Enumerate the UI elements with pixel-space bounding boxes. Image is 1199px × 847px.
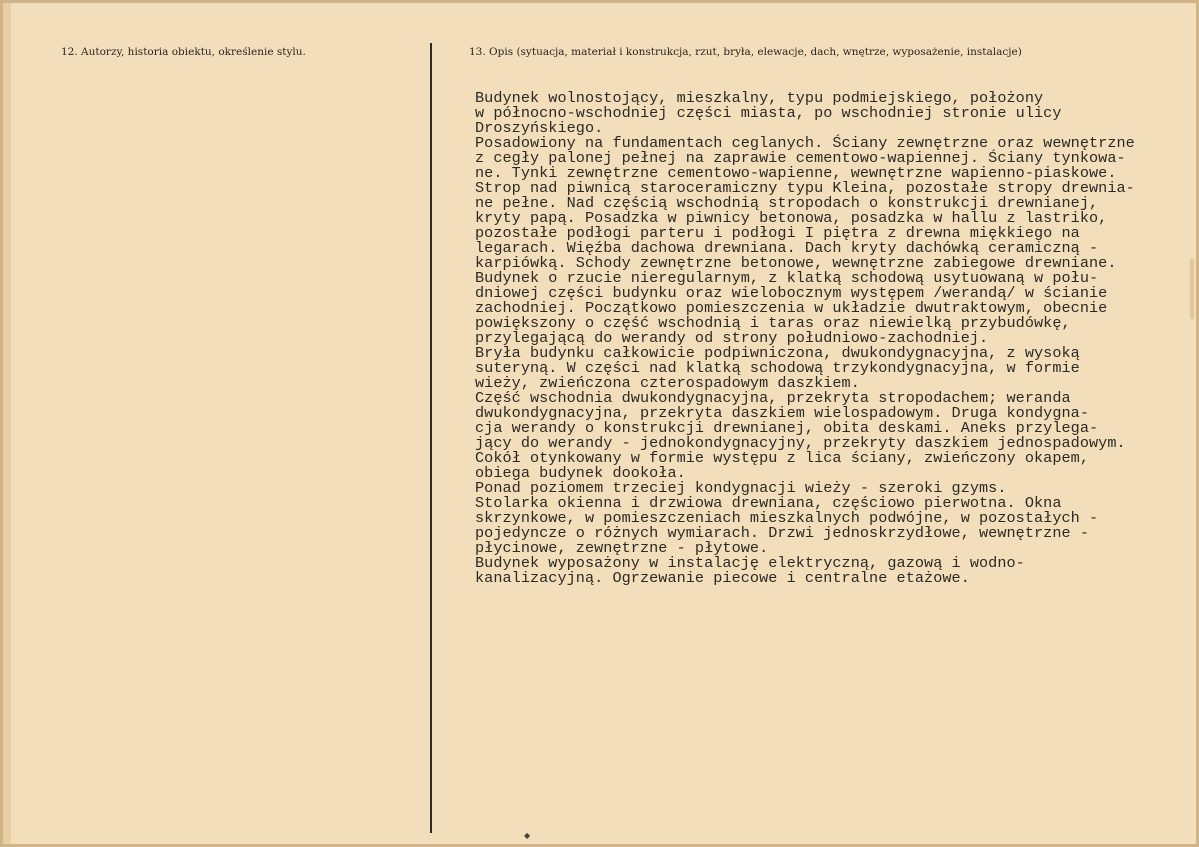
paper-left-edge	[3, 3, 11, 844]
text-line: Posadowiony na fundamentach ceglanych. Ściany zewnętrzne oraz wewnętrzne	[475, 134, 1135, 152]
text-line: Budynek wolnostojący, mieszkalny, typu podmiejskiego, położony	[475, 89, 1044, 107]
text-line: Budynek wyposażony w instalację elektryczną, gazową i wodno-	[475, 554, 1025, 572]
text-line: Strop nad piwnicą staroceramiczny typu Kleina, pozostałe stropy drewnia-	[475, 179, 1135, 197]
text-line: pojedyncze o różnych wymiarach. Drzwi jednoskrzydłowe, wewnętrzne -	[475, 524, 1089, 542]
text-line: skrzynkowe, w pomieszczeniach mieszkalnych podwójne, w pozostałych -	[475, 509, 1099, 527]
text-line: zachodniej. Początkowo pomieszczenia w układzie dwutraktowym, obecnie	[475, 299, 1108, 317]
text-line: Część wschodnia dwukondygnacyjna, przekryta stropodachem; weranda	[475, 389, 1071, 407]
text-line: cja werandy o konstrukcji drewnianej, obita deskami. Aneks przylega-	[475, 419, 1099, 437]
text-line: dniowej części budynku oraz wielobocznym występem /werandą/ w ścianie	[475, 284, 1108, 302]
section-12-header: 12. Autorzy, historia obiektu, określenie stylu.	[61, 46, 306, 58]
text-line: Droszyńskiego.	[475, 119, 604, 137]
text-line: Bryła budynku całkowicie podpiwniczona, dwukondygnacyjna, z wysoką	[475, 344, 1080, 362]
text-line: ne pełne. Nad częścią wschodnią stropodach o konstrukcji drewnianej,	[475, 194, 1099, 212]
text-line: Cokół otynkowany w formie występu z lica ściany, zwieńczony okapem,	[475, 449, 1089, 467]
text-line: suteryną. W części nad klatką schodową trzykondygnacyjna, w formie	[475, 359, 1080, 377]
text-line: legarach. Więźba dachowa drewniana. Dach kryty dachówką ceramiczną -	[475, 239, 1099, 257]
text-line: obiega budynek dookoła.	[475, 464, 686, 482]
text-line: przylegającą do werandy od strony południowo-zachodniej.	[475, 329, 989, 347]
paper-right-edge-mark	[1190, 259, 1194, 319]
text-line: wieży, zwieńczona czterospadowym daszkiem.	[475, 374, 860, 392]
text-line: kanalizacyjną. Ogrzewanie piecowe i centralne etażowe.	[475, 569, 970, 587]
description-text	[475, 91, 1190, 586]
text-line: w północno-wschodniej części miasta, po wschodniej stronie ulicy	[475, 104, 1062, 122]
text-line: płycinowe, zewnętrzne - płytowe.	[475, 539, 769, 557]
text-line: Ponad poziomem trzeciej kondygnacji wieży - szeroki gzyms.	[475, 479, 1007, 497]
text-line: dwukondygnacyjna, przekryta daszkiem wielospadowym. Druga kondygna-	[475, 404, 1089, 422]
text-line: z cegły palonej pełnej na zaprawie cementowo-wapiennej. Ściany tynkowa-	[475, 149, 1126, 167]
column-divider	[430, 43, 432, 833]
bottom-mark: ◆	[524, 831, 531, 840]
text-line: kryty papą. Posadzka w piwnicy betonowa, posadzka w hallu z lastriko,	[475, 209, 1108, 227]
text-line: powiększony o część wschodnią i taras oraz niewielką przybudówkę,	[475, 314, 1071, 332]
text-line: ne. Tynki zewnętrzne cementowo-wapienne, wewnętrzne wapienno-piaskowe.	[475, 164, 1117, 182]
text-line: Stolarka okienna i drzwiowa drewniana, częściowo pierwotna. Okna	[475, 494, 1062, 512]
text-line: Budynek o rzucie nieregularnym, z klatką schodową usytuowaną w połu-	[475, 269, 1099, 287]
section-13-header: 13. Opis (sytuacja, materiał i konstrukcja, rzut, bryła, elewacje, dach, wnętrze, wyposażenie, instalacje)	[469, 46, 1022, 58]
text-line: pozostałe podłogi parteru i podłogi I piętra z drewna miękkiego na	[475, 224, 1080, 242]
text-line: jący do werandy - jednokondygnacyjny, przekryty daszkiem jednospadowym.	[475, 434, 1126, 452]
text-line: karpiówką. Schody zewnętrzne betonowe, wewnętrzne zabiegowe drewniane.	[475, 254, 1117, 272]
